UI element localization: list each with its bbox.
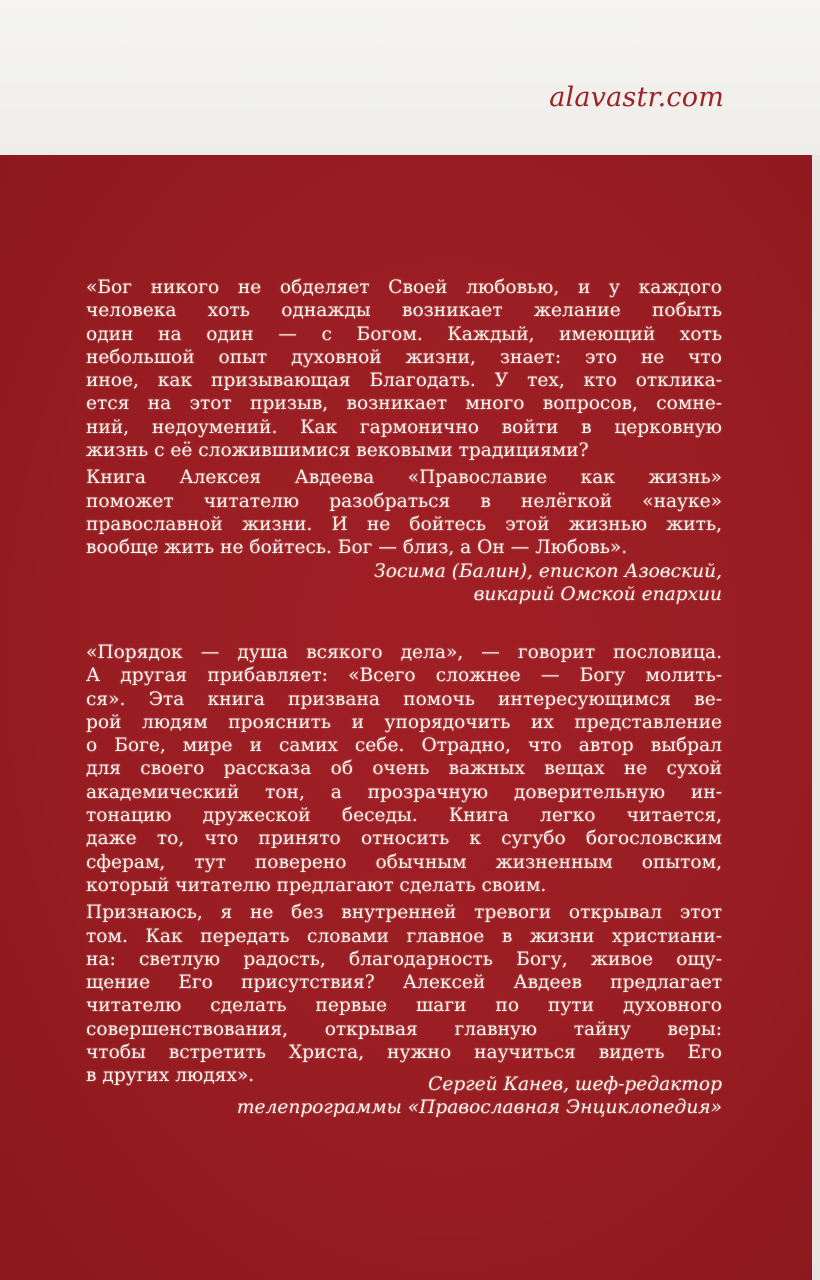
text-line: небольшой опыт духовной жизни, знает: это не что	[86, 346, 722, 368]
text-line: щение Его присутствия? Алексей Авдеев предлагает	[86, 972, 722, 994]
publisher-site-url: alavastr.com	[549, 82, 724, 113]
text-line: Признаюсь, я не без внутренней тревоги открывал этот	[86, 902, 722, 924]
panel-right-edge	[812, 155, 820, 1280]
signature-1-line-2: викарий Омской епархии	[473, 584, 722, 606]
text-line: совершенствования, открывая главную тайну веры:	[86, 1018, 722, 1040]
text-line: который читателю предлагают сделать своим.	[86, 874, 547, 896]
top-band	[0, 0, 820, 155]
text-line: сферам, тут поверено обычным жизненным опытом,	[86, 851, 722, 873]
blurb-1-paragraph-1	[86, 276, 722, 462]
blurb-2-signature	[86, 1073, 722, 1120]
text-line: в других людях».	[86, 1065, 255, 1087]
signature-2-line-2: телепрограммы «Православная Энциклопедия»	[236, 1097, 722, 1119]
text-line: Книга Алексея Авдеева «Православие как жизнь»	[86, 467, 722, 489]
text-line: ся». Эта книга призвана помочь интересующимся ве-	[86, 688, 722, 710]
text-line: о Боге, мире и самих себе. Отрадно, что автор выбрал	[86, 735, 722, 757]
text-line: один на один — с Богом. Каждый, имеющий хоть	[86, 323, 722, 345]
signature-1-line-1: Зосима (Балин), епископ Азовский,	[374, 561, 722, 582]
text-line: чтобы встретить Христа, нужно научиться видеть Его	[86, 1042, 722, 1064]
text-line: человека хоть однажды возникает желание побыть	[86, 300, 722, 322]
blurb-2	[86, 641, 722, 1088]
signature-2-line-1: Сергей Канев, шеф-редактор	[428, 1074, 722, 1095]
text-line: иное, как призывающая Благодать. У тех, кто отклика-	[86, 370, 722, 392]
text-line: академический тон, а прозрачную доверительную ин-	[86, 781, 722, 803]
blurb-1	[86, 276, 722, 560]
text-line: на: светлую радость, благодарность Богу, живое ощу-	[86, 948, 722, 970]
text-line: «Порядок — душа всякого дела», — говорит пословица.	[86, 642, 722, 663]
text-line: жизнь с её сложившимися вековыми традициями?	[86, 440, 589, 462]
blurb-2-paragraph-1	[86, 641, 722, 897]
text-line: читателю сделать первые шаги по пути духовного	[86, 995, 722, 1017]
text-line: даже то, что принято относить к сугубо богословским	[86, 828, 722, 850]
text-line: вообще жить не бойтесь. Бог — близ, а Он — Любовь».	[86, 537, 628, 559]
text-line: тонацию дружеской беседы. Книга легко читается,	[86, 805, 722, 827]
text-line: рой людям прояснить и упорядочить их представление	[86, 711, 722, 733]
text-line: «Бог никого не обделяет Своей любовью, и у каждого	[86, 277, 722, 298]
blurb-1-paragraph-2	[86, 466, 722, 559]
text-line: православной жизни. И не бойтесь этой жизнью жить,	[86, 513, 722, 535]
text-line: ется на этот призыв, возникает много вопросов, сомне-	[86, 393, 722, 415]
text-line: поможет читателю разобраться в нелёгкой «науке»	[86, 490, 722, 512]
text-line: том. Как передать словами главное в жизни христиани-	[86, 925, 722, 947]
blurb-1-signature	[86, 560, 722, 607]
blurb-2-paragraph-2	[86, 901, 722, 1087]
text-line: А другая прибавляет: «Всего сложнее — Богу молить-	[86, 665, 722, 687]
text-line: ний, недоумений. Как гармонично войти в церковную	[86, 416, 722, 438]
text-line: для своего рассказа об очень важных вещах не сухой	[86, 758, 722, 780]
